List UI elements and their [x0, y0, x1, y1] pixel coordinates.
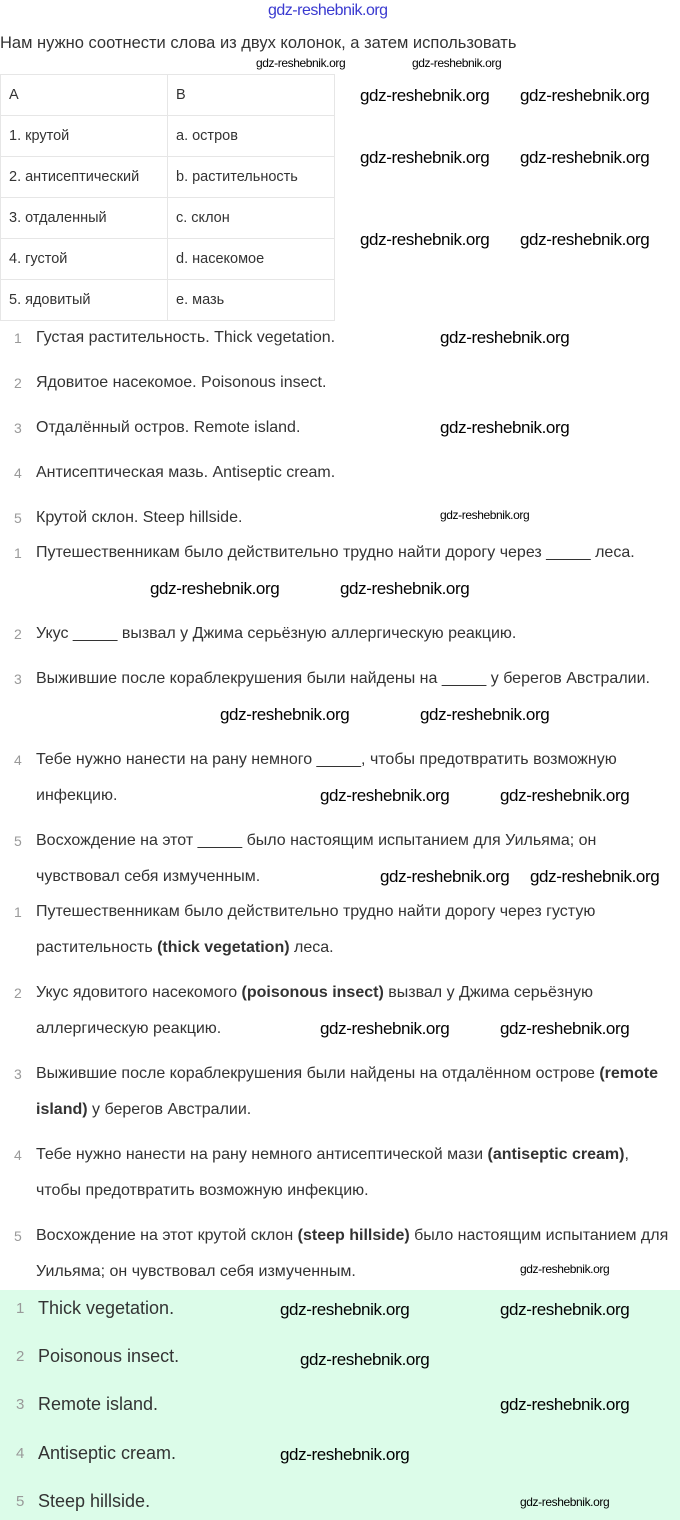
- item-text: Отдалённый остров. Remote island.: [36, 419, 301, 436]
- item-text: Antiseptic cream.: [38, 1443, 177, 1463]
- cell-a: 2. антисептический: [1, 157, 168, 198]
- item-number: 4: [16, 1445, 25, 1462]
- item-number: 4: [14, 465, 22, 481]
- table-row: [1, 239, 335, 280]
- cell-b: a. остров: [168, 116, 335, 157]
- cell-a: 5. ядовитый: [1, 280, 168, 321]
- cell-a: 1. крутой: [1, 116, 168, 157]
- watermark: gdz-reshebnik.org: [520, 86, 650, 105]
- item-number: 2: [16, 1348, 25, 1365]
- watermark: gdz-reshebnik.org: [500, 1395, 630, 1414]
- text-pre: Выжившие после кораблекрушения были найдены на отдалённом острове: [36, 1065, 600, 1082]
- item-text: Густая растительность. Thick vegetation.: [36, 329, 336, 346]
- item-number: 1: [14, 330, 22, 346]
- watermark: gdz-reshebnik.org: [412, 56, 502, 70]
- text-post: леса.: [289, 939, 334, 956]
- item-number: 2: [14, 375, 22, 391]
- watermark: gdz-reshebnik.org: [256, 56, 346, 70]
- item-number: 1: [14, 545, 22, 561]
- answer-bold: (poisonous insect): [241, 984, 384, 1001]
- item-number: 3: [14, 420, 22, 436]
- watermark: gdz-reshebnik.org: [280, 1445, 410, 1464]
- item-number: 1: [16, 1300, 25, 1317]
- watermark: gdz-reshebnik.org: [440, 418, 570, 437]
- item-text: [36, 1137, 672, 1209]
- text-post: , чтобы предотвратить возможную инфекцию.: [36, 1146, 629, 1199]
- item-number: 2: [14, 985, 22, 1001]
- item-text: Антисептическая мазь. Antiseptic cream.: [36, 464, 336, 481]
- item-text: Steep hillside.: [38, 1491, 151, 1511]
- cell-b: b. растительность: [168, 157, 335, 198]
- watermark: gdz-reshebnik.org: [380, 867, 510, 886]
- watermark: gdz-reshebnik.org: [500, 1300, 630, 1319]
- table-row: [1, 280, 335, 321]
- answer-bold: (antiseptic cream): [487, 1146, 625, 1163]
- watermark: gdz-reshebnik.org: [150, 579, 280, 598]
- item-text: Путешественникам было действительно трудно найти дорогу через _____ леса.: [36, 544, 635, 561]
- watermark: gdz-reshebnik.org: [320, 1019, 450, 1038]
- watermark: gdz-reshebnik.org: [340, 579, 470, 598]
- watermark: gdz-reshebnik.org: [520, 1495, 610, 1509]
- text-pre: Тебе нужно нанести на рану немного антисептической мази: [36, 1146, 488, 1163]
- item-number: 5: [14, 833, 22, 849]
- cell-b: c. склон: [168, 198, 335, 239]
- item-text: Укус _____ вызвал у Джима серьёзную аллергическую реакцию.: [36, 625, 517, 642]
- cell-a: 3. отдаленный: [1, 198, 168, 239]
- item-number: 3: [14, 671, 22, 687]
- watermark: gdz-reshebnik.org: [300, 1350, 430, 1369]
- text-post: у берегов Австралии.: [87, 1101, 252, 1118]
- answer-bold: (remote island): [36, 1065, 659, 1118]
- item-number: 3: [14, 1066, 22, 1082]
- match-table: [0, 74, 335, 321]
- watermark: gdz-reshebnik.org: [360, 148, 490, 167]
- table-row: [1, 157, 335, 198]
- item-number: 4: [14, 752, 22, 768]
- item-text: Крутой склон. Steep hillside.: [36, 509, 243, 526]
- text-post: вызвал у Джима серьёзную аллергическую реакцию.: [36, 984, 594, 1037]
- item-number: 5: [14, 510, 22, 526]
- text-pre: Восхождение на этот крутой склон: [36, 1227, 298, 1244]
- item-number: 1: [14, 904, 22, 920]
- item-number: 4: [14, 1147, 22, 1163]
- item-number: 5: [16, 1493, 25, 1510]
- item-text: Восхождение на этот _____ было настоящим испытанием для Уильяма; он чувствовал себя измученным.: [36, 832, 597, 885]
- watermark: gdz-reshebnik.org: [520, 230, 650, 249]
- cell-b: e. мазь: [168, 280, 335, 321]
- watermark: gdz-reshebnik.org: [500, 786, 630, 805]
- item-text: Тебе нужно нанести на рану немного _____, чтобы предотвратить возможную инфекцию.: [36, 751, 617, 804]
- watermark: gdz-reshebnik.org: [500, 1019, 630, 1038]
- watermark: gdz-reshebnik.org: [530, 867, 660, 886]
- watermark: gdz-reshebnik.org: [280, 1300, 410, 1319]
- item-text: Ядовитое насекомое. Poisonous insect.: [36, 374, 327, 391]
- item-text: Thick vegetation.: [38, 1298, 175, 1318]
- answer-bold: (thick vegetation): [157, 939, 290, 956]
- header-b: B: [168, 75, 335, 116]
- intro-text: Нам нужно соотнести слова из двух колонок, а затем использовать: [0, 34, 517, 52]
- watermark: gdz-reshebnik.org: [360, 86, 490, 105]
- header-a: A: [1, 75, 168, 116]
- text-pre: Укус ядовитого насекомого: [36, 984, 242, 1001]
- item-number: 5: [14, 1228, 22, 1244]
- item-text: [36, 1218, 672, 1290]
- watermark: gdz-reshebnik.org: [440, 328, 570, 347]
- watermark: gdz-reshebnik.org: [320, 786, 450, 805]
- table-row: [1, 198, 335, 239]
- watermark: gdz-reshebnik.org: [440, 508, 530, 522]
- watermark: gdz-reshebnik.org: [520, 148, 650, 167]
- cell-b: d. насекомое: [168, 239, 335, 280]
- watermark: gdz-reshebnik.org: [360, 230, 490, 249]
- item-text: Выжившие после кораблекрушения были найдены на _____ у берегов Австралии.: [36, 670, 650, 687]
- answer-bold: (steep hillside): [297, 1227, 410, 1244]
- item-text: [36, 894, 672, 966]
- watermark: gdz-reshebnik.org: [520, 1262, 610, 1276]
- item-text: [36, 1056, 672, 1128]
- item-number: 3: [16, 1396, 25, 1413]
- item-number: 2: [14, 626, 22, 642]
- watermark: gdz-reshebnik.org: [220, 705, 350, 724]
- table-header-row: [1, 75, 335, 116]
- watermark: gdz-reshebnik.org: [420, 705, 550, 724]
- text-pre: Путешественникам было действительно трудно найти дорогу через густую растительность: [36, 903, 596, 956]
- item-text: Poisonous insect.: [38, 1346, 180, 1366]
- cell-a: 4. густой: [1, 239, 168, 280]
- site-title[interactable]: gdz-reshebnik.org: [268, 2, 388, 19]
- text-post: было настоящим испытанием для Уильяма; он чувствовал себя измученным.: [36, 1227, 669, 1280]
- table-row: [1, 116, 335, 157]
- item-text: Remote island.: [38, 1394, 159, 1414]
